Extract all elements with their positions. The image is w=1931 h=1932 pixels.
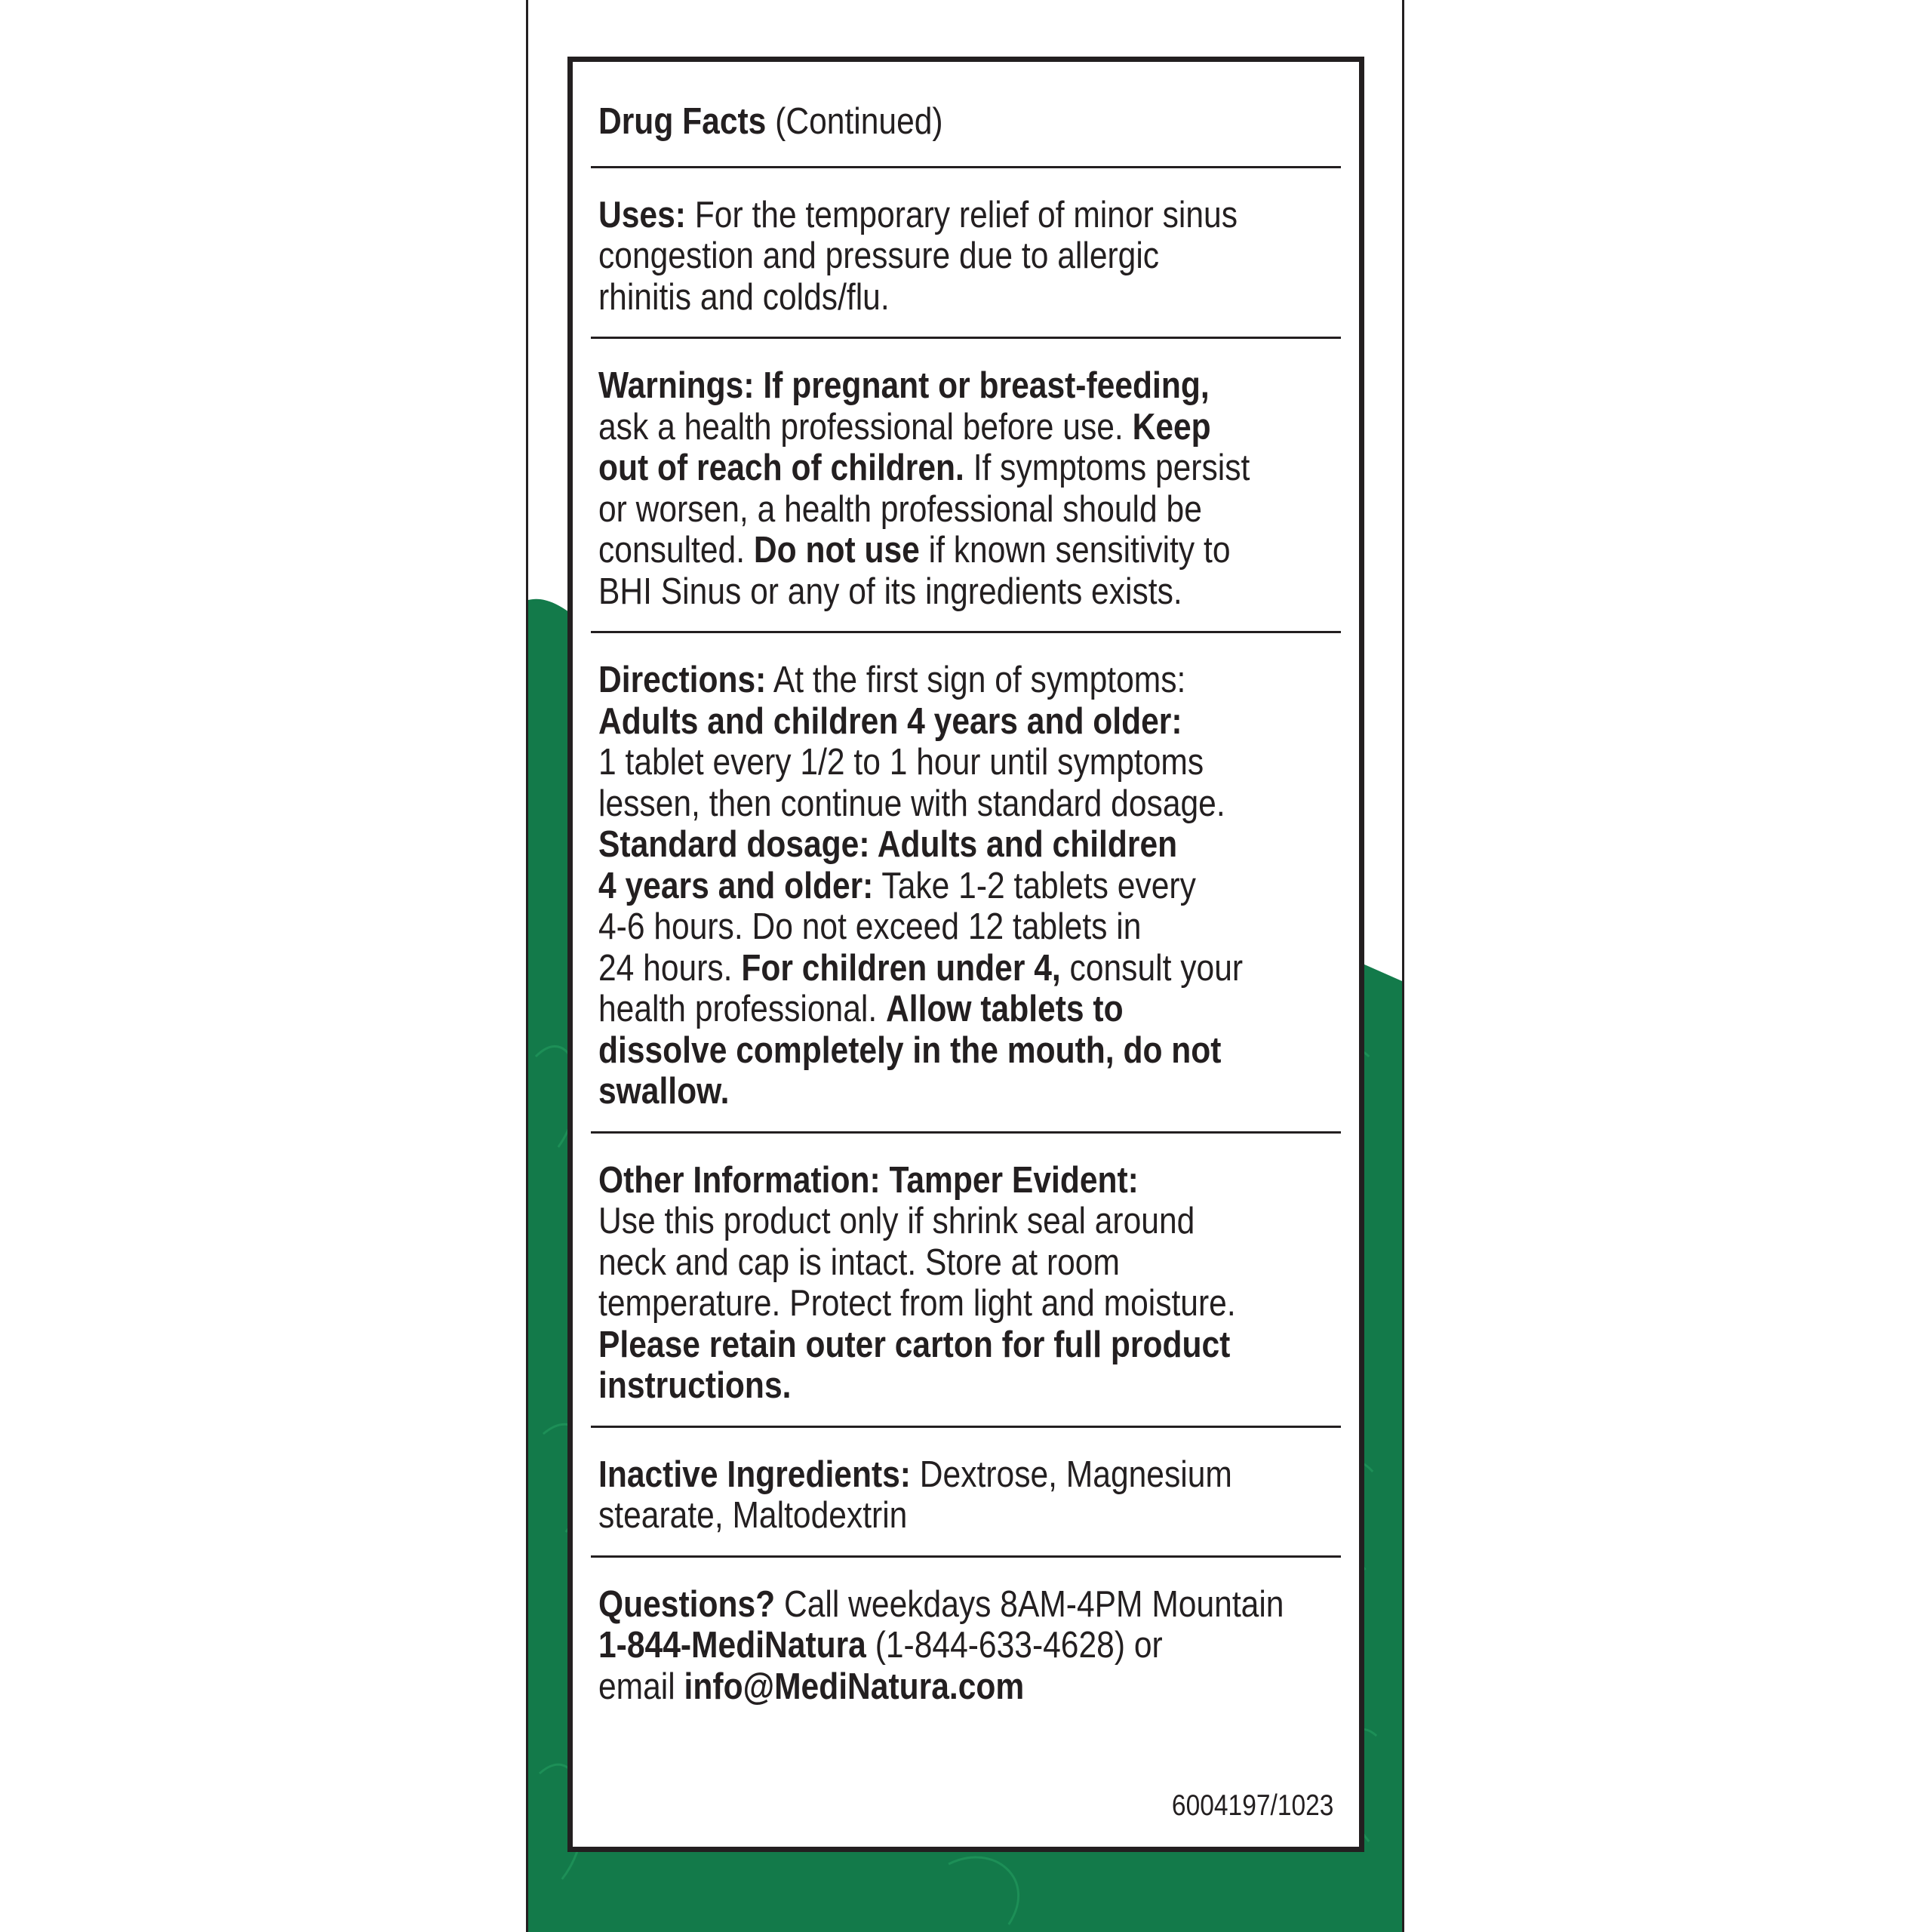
directions-line-4: lessen, then continue with standard dosage. — [598, 782, 1225, 824]
other-information-section — [598, 1134, 1333, 1426]
directions-line-10: dissolve completely in the mouth, do not — [598, 1029, 1222, 1071]
email-address: info@MediNatura.com — [684, 1665, 1025, 1707]
directions-line-3: 1 tablet every 1/2 to 1 hour until symptoms — [598, 741, 1204, 783]
uses-section — [598, 168, 1333, 337]
inactive-ingredients-section — [598, 1428, 1333, 1555]
warnings-line-2: ask a health professional before use. Keep — [598, 405, 1211, 448]
phone-number: 1-844-MediNatura — [598, 1624, 866, 1666]
inactive-line-1: Inactive Ingredients: Dextrose, Magnesium — [598, 1453, 1232, 1495]
directions-line-9: health professional. Allow tablets to — [598, 988, 1124, 1029]
other-info-line-3: neck and cap is intact. Store at room — [598, 1241, 1120, 1283]
other-info-line-2: Use this product only if shrink seal around — [598, 1200, 1195, 1241]
lot-code: 6004197/1023 — [1171, 1789, 1333, 1822]
warnings-line-1: Warnings: If pregnant or breast-feeding, — [598, 365, 1210, 406]
directions-section — [598, 633, 1333, 1131]
drug-facts-header — [598, 101, 1333, 143]
directions-line-11: swallow. — [598, 1070, 730, 1112]
questions-line-3: email info@MediNatura.com — [598, 1665, 1025, 1707]
directions-line-2: Adults and children 4 years and older: — [598, 700, 1182, 742]
drug-facts-panel — [567, 57, 1364, 1852]
uses-line-3: rhinitis and colds/flu. — [598, 275, 890, 318]
directions-line-6: 4 years and older: Take 1-2 tablets every — [598, 864, 1196, 906]
uses-line-1: Uses: For the temporary relief of minor sinus — [598, 193, 1238, 235]
warnings-line-4: or worsen, a health professional should be — [598, 488, 1202, 530]
warnings-line-3: out of reach of children. If symptoms persist — [598, 447, 1250, 488]
inactive-line-2: stearate, Maltodextrin — [598, 1494, 908, 1536]
warnings-line-6: BHI Sinus or any of its ingredients exists. — [598, 570, 1182, 612]
drug-facts-title: Drug Facts (Continued) — [598, 100, 943, 142]
other-info-line-5: Please retain outer carton for full product — [598, 1323, 1231, 1365]
directions-line-8: 24 hours. For children under 4, consult your — [598, 946, 1244, 989]
questions-line-1: Questions? Call weekdays 8AM-4PM Mountain — [598, 1583, 1284, 1625]
directions-line-1: Directions: At the first sign of symptoms: — [598, 659, 1186, 700]
warnings-line-5: consulted. Do not use if known sensitivity to — [598, 529, 1231, 571]
questions-section — [598, 1558, 1333, 1727]
uses-line-2: congestion and pressure due to allergic — [598, 235, 1160, 276]
warnings-section — [598, 339, 1333, 631]
other-info-line-4: temperature. Protect from light and moisture. — [598, 1282, 1236, 1324]
other-info-line-6: instructions. — [598, 1364, 792, 1406]
questions-line-2: 1-844-MediNatura (1-844-633-4628) or — [598, 1624, 1163, 1666]
directions-line-7: 4-6 hours. Do not exceed 12 tablets in — [598, 906, 1142, 947]
directions-line-5: Standard dosage: Adults and children — [598, 823, 1178, 865]
other-info-line-1: Other Information: Tamper Evident: — [598, 1158, 1139, 1201]
